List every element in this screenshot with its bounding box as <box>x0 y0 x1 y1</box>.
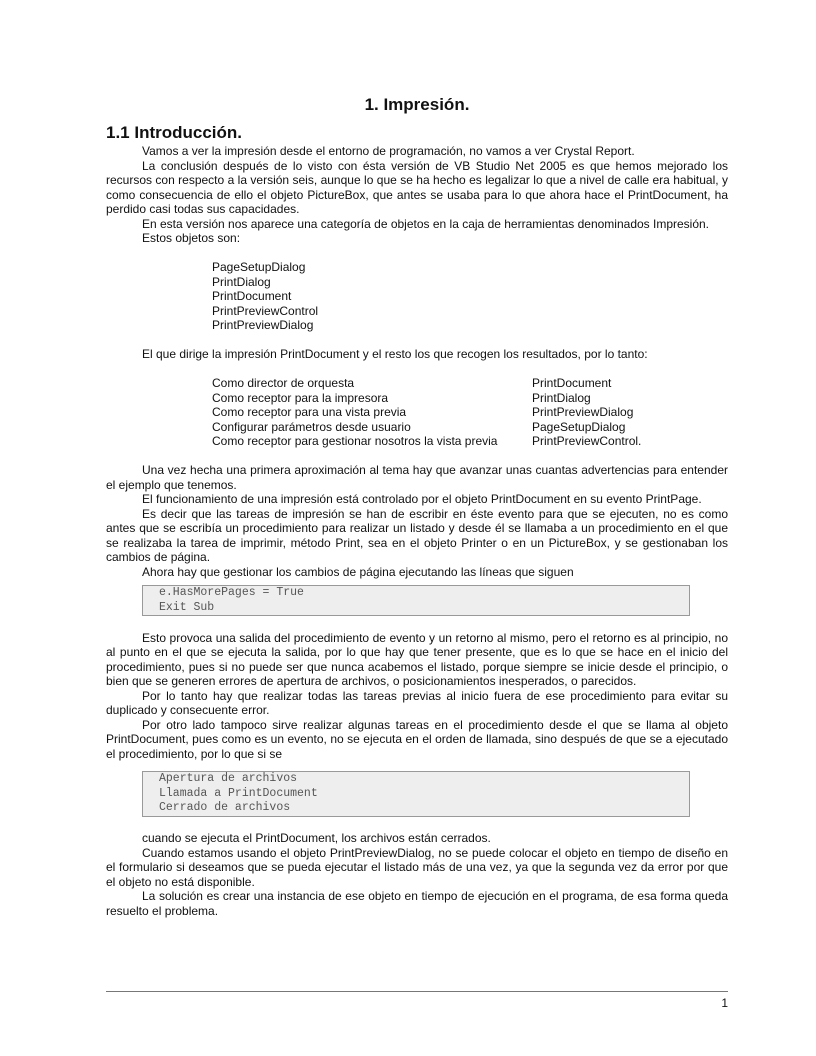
page-number: 1 <box>721 996 728 1010</box>
paragraph: Esto provoca una salida del procedimiento de evento y un retorno al mismo, pero el retorno es al principio, no al punto en el que se ejecuta la salida, por lo que hay que tener presente, que es lo que se hace en el inicio del procedimiento, pues si no puede ser que nunca acabemos el listado, porque siempre se inicie desde el principio, o bien que se generen errores de apertura de archivos, o posicionamientos inesperados, o parecidos. <box>106 630 728 688</box>
roles-table <box>212 376 641 449</box>
paragraph: Ahora hay que gestionar los cambios de página ejecutando las líneas que siguen <box>142 564 574 579</box>
code-line: Apertura de archivos <box>159 772 298 785</box>
object-cell: PageSetupDialog <box>532 419 626 434</box>
paragraph: El funcionamiento de una impresión está controlado por el objeto PrintDocument en su evento PrintPage. <box>142 492 702 506</box>
list-item: PrintDocument <box>212 289 292 303</box>
role-cell: Como receptor para gestionar nosotros la vista previa <box>212 434 498 448</box>
code-block <box>142 771 690 817</box>
section-title: 1.1 Introducción. <box>106 123 243 142</box>
document-body <box>106 144 728 918</box>
paragraph: Estos objetos son: <box>142 231 241 245</box>
table-row <box>212 420 641 435</box>
list-item: PrintDialog <box>212 274 271 289</box>
paragraph: La solución es crear una instancia de ese objeto en tiempo de ejecución en el programa, de esa forma queda resuelto el problema. <box>106 889 728 918</box>
list-item: PrintPreviewDialog <box>212 318 314 332</box>
paragraph: La conclusión después de lo visto con ésta versión de VB Studio Net 2005 es que hemos mejorado los recursos con respecto a la versión seis, aunque lo que se ha hecho es legalizar lo que a nivel de calle era habitual, y como consecuencia de ello el objeto PictureBox, que antes se usaba para lo que ahora hace el PrintDocument, ha perdido casi todas sus capacidades. <box>106 158 728 216</box>
code-line: Llamada a PrintDocument <box>159 786 318 800</box>
paragraph: Una vez hecha una primera aproximación al tema hay que avanzar unas cuantas advertencias para entender el ejemplo que tenemos. <box>106 463 728 492</box>
table-row <box>212 376 641 391</box>
role-cell: Como director de orquesta <box>212 376 355 390</box>
list-item: PrintPreviewControl <box>212 303 319 318</box>
page-title: 1. Impresión. <box>364 95 470 114</box>
code-block <box>142 585 690 616</box>
table-row <box>212 391 641 406</box>
paragraph: Es decir que las tareas de impresión se han de escribir en éste evento para que se ejecuten, no es como antes que se escribía un procedimiento para realizar un listado y desde él se llamaba a un procedimiento en el que se realizaba la tarea de imprimir, método Print, sea en el objeto Printer o en un PictureBox, y se gestionaban los cambios de página. <box>106 506 728 564</box>
table-row <box>212 434 641 449</box>
table-row <box>212 405 641 420</box>
role-cell: Como receptor para la impresora <box>212 390 389 405</box>
code-line: e.HasMorePages = True <box>159 586 304 599</box>
role-cell: Como receptor para una vista previa <box>212 405 407 419</box>
paragraph: cuando se ejecuta el PrintDocument, los archivos están cerrados. <box>142 831 491 845</box>
objects-list <box>106 260 728 333</box>
paragraph: Vamos a ver la impresión desde el entorno de programación, no vamos a ver Crystal Report. <box>142 144 635 158</box>
code-line: Cerrado de archivos <box>159 801 291 814</box>
object-cell: PrintPreviewControl. <box>532 434 642 448</box>
object-cell: PrintPreviewDialog <box>532 405 634 419</box>
footer-divider <box>106 991 728 992</box>
object-cell: PrintDialog <box>532 390 591 405</box>
object-cell: PrintDocument <box>532 376 612 390</box>
paragraph: El que dirige la impresión PrintDocument y el resto los que recogen los resultados, por lo tanto: <box>142 347 648 361</box>
paragraph: En esta versión nos aparece una categoría de objetos en la caja de herramientas denominados Impresión. <box>142 216 710 231</box>
role-cell: Configurar parámetros desde usuario <box>212 419 411 434</box>
list-item: PageSetupDialog <box>212 260 306 274</box>
paragraph: Cuando estamos usando el objeto PrintPreviewDialog, no se puede colocar el objeto en tiempo de diseño en el formulario si deseamos que se pueda ejecutar el listado más de una vez, ya que la segunda vez da error por que el objeto no está disponible. <box>106 845 728 889</box>
code-line: Exit Sub <box>159 600 215 614</box>
paragraph: Por lo tanto hay que realizar todas las tareas previas al inicio fuera de ese procedimiento para evitar su duplicado y consecuente error. <box>106 688 728 717</box>
paragraph: Por otro lado tampoco sirve realizar algunas tareas en el procedimiento desde el que se llama al objeto PrintDocument, pues como es un evento, no se ejecuta en el orden de llamada, sino después de que se a ejecutado el procedimiento, por lo que si se <box>106 717 728 761</box>
